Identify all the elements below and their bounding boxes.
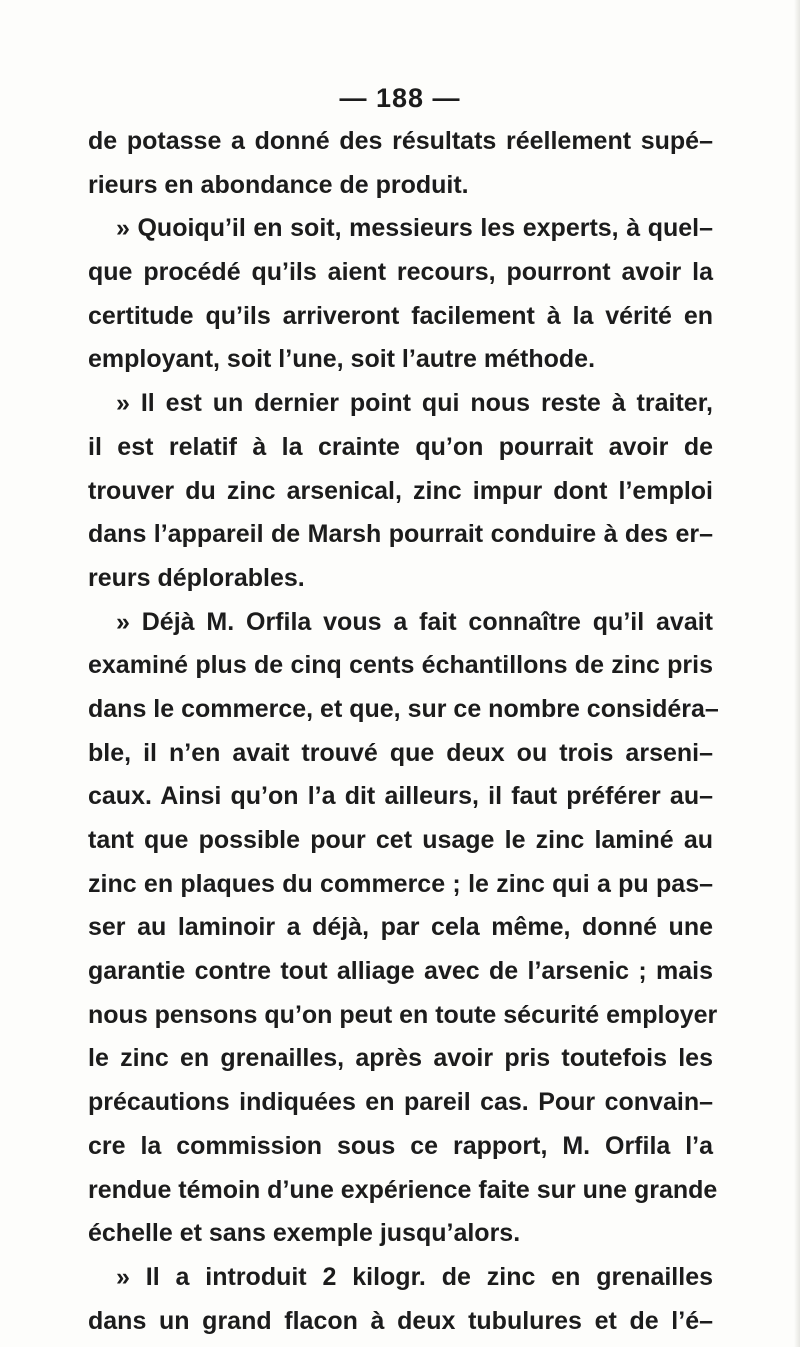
page-number: — 188 — [339, 83, 461, 113]
text-line: ser au laminoir a déjà, par cela même, donné une [88, 913, 713, 942]
text-line: employant, soit l’une, soit l’autre méthode. [88, 345, 596, 374]
text-line: tant que possible pour cet usage le zinc laminé au [88, 826, 713, 854]
text-line: que procédé qu’ils aient recours, pourront avoir la [88, 258, 713, 287]
text-line: cre la commission sous ce rapport, M. Orfila l’a [88, 1131, 713, 1160]
text-line: examiné plus de cinq cents échantillons de zinc pris [88, 651, 713, 680]
text-line: dans un grand flacon à deux tubulures et de l’é– [88, 1306, 713, 1335]
text-line: » Il a introduit 2 kilogr. de zinc en grenailles [116, 1262, 713, 1291]
text-line: nous pensons qu’on peut en toute sécurité employer [88, 1000, 718, 1029]
text-line: rendue témoin d’une expérience faite sur une grande [88, 1175, 718, 1204]
text-line: reurs déplorables. [88, 563, 305, 592]
text-line: garantie contre tout alliage avec de l’arsenic ; mais [88, 957, 713, 986]
text-line: caux. Ainsi qu’on l’a dit ailleurs, il faut préférer au– [88, 782, 713, 811]
text-line: certitude qu’ils arriveront facilement à la vérité en [88, 301, 713, 330]
text-line: le zinc en grenailles, après avoir pris toutefois les [88, 1044, 713, 1073]
page-edge [794, 0, 800, 1347]
text-line: de potasse a donné des résultats réellement supé– [88, 127, 713, 155]
text-line: il est relatif à la crainte qu’on pourrait avoir de [88, 432, 713, 461]
text-line: dans le commerce, et que, sur ce nombre considéra– [88, 694, 719, 723]
body-text [88, 120, 719, 1343]
text-line: dans l’appareil de Marsh pourrait conduire à des er– [88, 520, 713, 549]
text-line: » Quoiqu’il en soit, messieurs les experts, à quel– [116, 214, 713, 243]
text-line: trouver du zinc arsenical, zinc impur dont l’emploi [88, 476, 713, 505]
text-line: échelle et sans exemple jusqu’alors. [88, 1219, 521, 1248]
text-line: » Il est un dernier point qui nous reste à traiter, [116, 389, 713, 418]
text-line: zinc en plaques du commerce ; le zinc qui a pu pas– [88, 869, 713, 898]
text-line: précautions indiquées en pareil cas. Pour convain– [88, 1088, 713, 1117]
text-line: ble, il n’en avait trouvé que deux ou trois arseni– [88, 738, 713, 767]
text-line: » Déjà M. Orfila vous a fait connaître qu’il avait [116, 607, 713, 636]
text-line: rieurs en abondance de produit. [88, 170, 469, 199]
